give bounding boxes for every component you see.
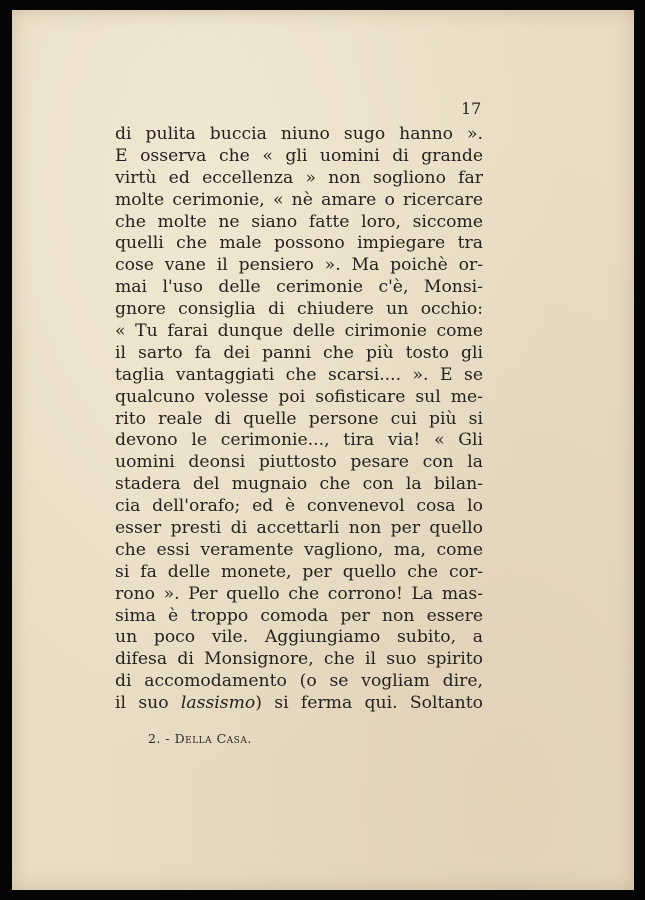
text-line: devono le cerimonie..., tira via! « Gli: [115, 430, 483, 451]
text-line: rito reale di quelle persone cui più si: [115, 408, 483, 429]
text-line: di accomodamento (o se vogliam dire,: [115, 671, 483, 692]
text-line: qualcuno volesse poi sofisticare sul me-: [115, 386, 483, 407]
text-line: « Tu farai dunque delle cirimonie come: [115, 321, 483, 342]
text-line: sima è troppo comoda per non essere: [115, 605, 483, 626]
text-line: gnore consiglia di chiudere un occhio:: [115, 299, 483, 320]
text-line: cia dell'orafo; ed è convenevol cosa lo: [115, 496, 483, 517]
text-line: rono ». Per quello che corrono! La mas-: [115, 583, 483, 604]
page-number: 17: [461, 99, 482, 118]
text-line: quelli che male possono impiegare tra: [115, 233, 483, 254]
text-line: il sarto fa dei panni che più tosto gli: [115, 342, 483, 363]
signature-mark: 2. - Della Casa.: [148, 731, 252, 746]
text-line: un poco vile. Aggiungiamo subito, a: [115, 627, 483, 648]
text-line: di pulita buccia niuno sugo hanno ».: [115, 124, 483, 144]
text-line: che essi veramente vagliono, ma, come: [115, 539, 483, 560]
text-line: virtù ed eccellenza » non sogliono far: [115, 167, 483, 188]
text-line: difesa di Monsignore, che il suo spirito: [115, 649, 483, 670]
text-line: che molte ne siano fatte loro, siccome: [115, 211, 483, 232]
text-line: si fa delle monete, per quello che cor-: [115, 561, 483, 582]
italic-word: lassismo: [180, 693, 256, 714]
text-line: stadera del mugnaio che con la bilan-: [115, 474, 483, 495]
text-line: mai l'uso delle cerimonie c'è, Monsi-: [115, 277, 483, 298]
text-line: molte cerimonie, « nè amare o ricercare: [115, 189, 483, 210]
last-line-start: il suo: [115, 693, 181, 714]
text-line: cose vane il pensiero ». Ma poichè or-: [115, 255, 483, 276]
text-line: E osserva che « gli uomini di grande: [115, 145, 483, 166]
text-line: taglia vantaggiati che scarsi.... ». E se: [115, 364, 483, 385]
text-line: uomini deonsi piuttosto pesare con la: [115, 452, 483, 473]
book-page: [12, 10, 634, 890]
body-text: [115, 124, 483, 715]
text-line: esser presti di accettarli non per quello: [115, 518, 483, 539]
last-line-end: ) si ferma qui. Soltanto: [255, 693, 483, 714]
text-line-last: [115, 693, 483, 715]
